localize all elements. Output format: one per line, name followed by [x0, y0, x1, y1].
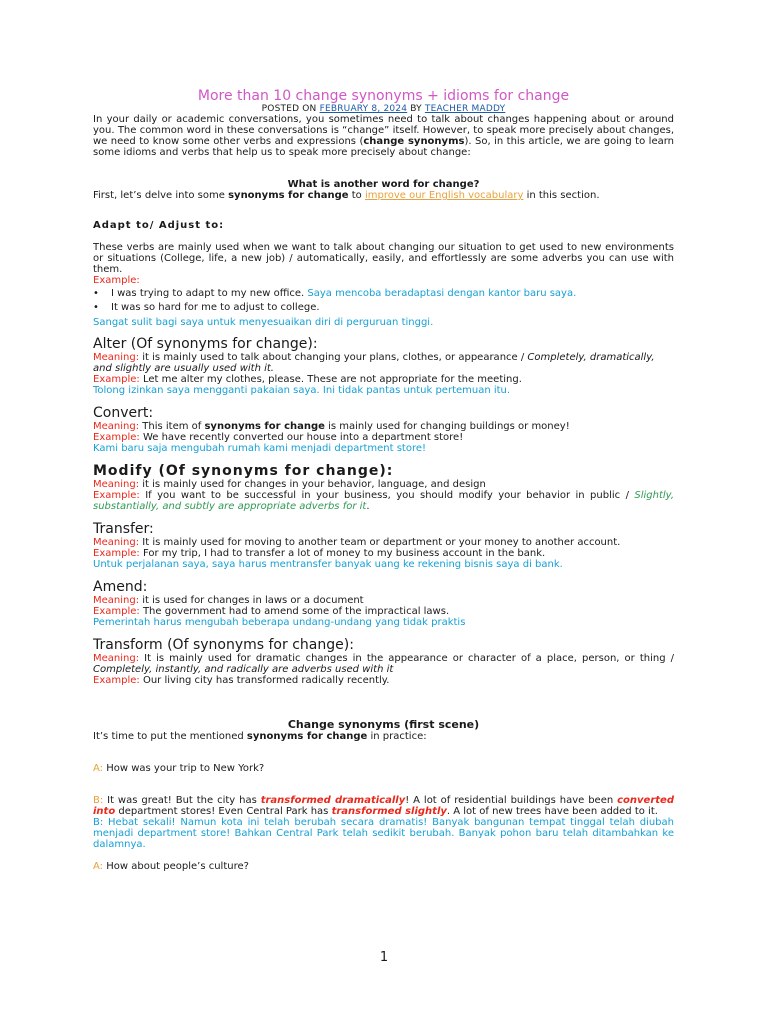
- heading-amend: Amend:: [93, 579, 148, 595]
- dialogue-line-a2: [93, 861, 674, 872]
- dialogue-b1-translation: B: Hebat sekali! Namun kota ini telah berubah secara dramatis! Banyak bangunan tempat tinggal telah diubah menjadi department store! Bahkan Central Park telah sedikit berubah. Banyak pohon baru telah ditambahkan ke dalamnya.: [93, 817, 674, 850]
- modify-example: [93, 490, 674, 512]
- scene-intro: [93, 731, 674, 742]
- dialogue-text: ! A lot of residential buildings have been: [405, 795, 618, 806]
- bullet-english: It was so hard for me to adjust to college.: [111, 302, 320, 313]
- example-label: Example:: [93, 548, 140, 559]
- meaning-text: it is mainly used to talk about changing your plans, clothes, or appearance /: [139, 352, 528, 363]
- example-label: Example:: [93, 606, 140, 617]
- heading-modify: Modify (Of synonyms for change):: [93, 463, 394, 479]
- highlight-phrase: converted into: [93, 795, 674, 817]
- highlight-phrase: transformed slightly: [331, 806, 447, 817]
- meaning-text: It is mainly used for moving to another team or department or your money to another account.: [139, 537, 621, 548]
- dialogue-line-a1: [93, 763, 674, 774]
- example-text: For my trip, I had to transfer a lot of money to my business account in the bank.: [139, 548, 546, 559]
- section1-text-1: First, let’s delve into some: [93, 190, 229, 201]
- posted-line: [93, 104, 674, 114]
- heading-convert: Convert:: [93, 405, 154, 421]
- speaker-b-label: B:: [93, 795, 104, 806]
- post-date-link[interactable]: FEBRUARY 8, 2024: [319, 104, 408, 114]
- posted-by: BY: [407, 104, 425, 114]
- meaning-label: Meaning:: [93, 537, 140, 548]
- transform-meaning: [93, 653, 674, 675]
- transfer-translation: Untuk perjalanan saya, saya harus mentransfer banyak uang ke rekening bisnis saya di bank.: [93, 559, 563, 570]
- meaning-label: Meaning:: [93, 352, 140, 363]
- meaning-text: It is mainly used for dramatic changes in the appearance or character of a place, person, or thing /: [139, 653, 674, 664]
- dialogue-text: How about people’s culture?: [103, 861, 249, 872]
- amend-translation: Pemerintah harus mengubah beberapa undang-undang yang tidak praktis: [93, 617, 466, 628]
- section1-paragraph: [93, 190, 674, 201]
- scene-text-2: in practice:: [367, 731, 427, 742]
- scene-text-1: It’s time to put the mentioned: [93, 731, 247, 742]
- vocabulary-link[interactable]: improve our English vocabulary: [364, 190, 524, 201]
- example-text: If you want to be successful in your business, you should modify your behavior in public /: [139, 490, 635, 501]
- meaning-label: Meaning:: [93, 479, 140, 490]
- page-number: 1: [379, 950, 389, 965]
- dialogue-text: department stores! Even Central Park has: [115, 806, 332, 817]
- example-period: .: [366, 501, 370, 512]
- list-item: [93, 288, 674, 299]
- intro-bold: change synonyms: [363, 136, 465, 147]
- section1-bold: synonyms for change: [228, 190, 349, 201]
- dialogue-line-b1: [93, 795, 674, 817]
- heading-adapt: Adapt to/ Adjust to:: [93, 220, 225, 231]
- convert-example: [93, 432, 674, 443]
- transfer-meaning: [93, 537, 674, 548]
- meaning-label: Meaning:: [93, 421, 140, 432]
- alter-translation: Tolong izinkan saya mengganti pakaian saya. Ini tidak pantas untuk pertemuan itu.: [93, 385, 511, 396]
- meaning-label: Meaning:: [93, 595, 140, 606]
- bullet-english: I was trying to adapt to my new office.: [111, 288, 308, 299]
- intro-paragraph: [93, 114, 674, 158]
- example-text: The government had to amend some of the impractical laws.: [139, 606, 450, 617]
- transform-example: [93, 675, 674, 686]
- example-text: We have recently converted our house into a department store!: [139, 432, 464, 443]
- highlight-phrase: transformed dramatically: [260, 795, 406, 806]
- example-text: Our living city has transformed radically recently.: [139, 675, 390, 686]
- example-label: Example:: [93, 490, 140, 501]
- heading-transform: Transform (Of synonyms for change):: [93, 637, 354, 653]
- meaning-text: it is used for changes in laws or a document: [139, 595, 364, 606]
- alter-example: [93, 374, 674, 385]
- adverbs-note: Slightly, substantially, and subtly are appropriate adverbs for it: [93, 490, 674, 512]
- amend-example: [93, 606, 674, 617]
- meaning-text-1: This item of: [139, 421, 205, 432]
- example-label: Example:: [93, 432, 140, 443]
- meaning-bold: synonyms for change: [204, 421, 325, 432]
- example-label: Example:: [93, 374, 140, 385]
- section1-text-3: in this section.: [523, 190, 600, 201]
- meaning-text: it is mainly used for changes in your behavior, language, and design: [139, 479, 486, 490]
- meaning-italic: Completely, dramatically, and slightly are usually used with it.: [93, 352, 655, 374]
- heading-transfer: Transfer:: [93, 521, 154, 537]
- convert-meaning: [93, 421, 674, 432]
- section-heading-another-word: What is another word for change?: [287, 179, 480, 190]
- article-title: More than 10 change synonyms + idioms for change: [197, 88, 570, 104]
- meaning-italic: Completely, instantly, and radically are adverbs used with it: [93, 664, 394, 675]
- intro-text-1: In your daily or academic conversations, you sometimes need to talk about changes happening about or around you. The common word in these conversations is “change” itself. However, to speak more precisely about changes, we need to know some other verbs and expressions (: [93, 114, 674, 147]
- document-page: [93, 88, 674, 872]
- author-link[interactable]: TEACHER MADDY: [424, 104, 506, 114]
- posted-prefix: POSTED ON: [261, 104, 320, 114]
- meaning-text-2: is mainly used for changing buildings or money!: [324, 421, 570, 432]
- example-text: Let me alter my clothes, please. These are not appropriate for the meeting.: [139, 374, 522, 385]
- speaker-a-label: A:: [93, 861, 104, 872]
- adapt-translation: Sangat sulit bagi saya untuk menyesuaikan diri di perguruan tinggi.: [93, 317, 434, 328]
- dialogue-text: . A lot of new trees have been added to it.: [446, 806, 658, 817]
- transfer-example: [93, 548, 674, 559]
- section1-text-2: to: [348, 190, 365, 201]
- meaning-label: Meaning:: [93, 653, 140, 664]
- adapt-description: These verbs are mainly used when we want to talk about changing our situation to get used to new environments or situations (College, life, a new job) / automatically, easily, and effortlessly are some adverbs you can use with them.: [93, 242, 674, 275]
- intro-text-2: ). So, in this article, we are going to learn some idioms and verbs that help us to speak more precisely about change:: [93, 136, 674, 158]
- bullet-translation: Saya mencoba beradaptasi dengan kantor baru saya.: [307, 288, 577, 299]
- dialogue-text: How was your trip to New York?: [103, 763, 265, 774]
- dialogue-text: It was great! But the city has: [103, 795, 261, 806]
- heading-alter: Alter (Of synonyms for change):: [93, 336, 318, 352]
- scene-bold: synonyms for change: [246, 731, 368, 742]
- adapt-example-label: Example:: [93, 275, 140, 286]
- heading-first-scene: Change synonyms (first scene): [287, 718, 480, 731]
- alter-meaning: [93, 352, 674, 374]
- modify-meaning: [93, 479, 674, 490]
- speaker-a-label: A:: [93, 763, 104, 774]
- list-item: [93, 302, 674, 313]
- amend-meaning: [93, 595, 674, 606]
- convert-translation: Kami baru saja mengubah rumah kami menjadi department store!: [93, 443, 427, 454]
- example-label: Example:: [93, 675, 140, 686]
